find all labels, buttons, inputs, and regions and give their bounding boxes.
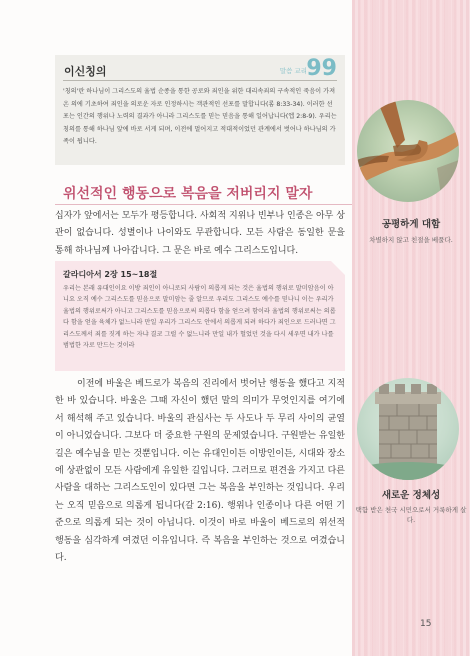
info-box-divider (63, 80, 337, 81)
doctrine-info-box (55, 55, 345, 165)
sidebar-background (352, 0, 470, 656)
info-box-body: '칭의'란 하나님이 그리스도의 율법 순종을 통한 공로와 죄인을 위한 대리속죄의 구속적인 죽음이 가져온 의에 기초하여 죄인을 의로운 자로 인정하시는 객관적인 선포를 말합니다(롬 8:33-34). 이러한 선포는 인간의 행위나 노력의 결과가 아니라 그리스도를 믿는 믿음을 통해 일어납니다(엡 2:8-9). 우리는 칭의를 통해 하나님 앞에 바로 서게 되며, 이전에 멀어지고 적대적이었던 관계에서 벗어나 하나님의 가족이 됩니다. (63, 88, 337, 146)
info-box-tag: 말씀 교리 (279, 67, 307, 75)
info-box-number: 99 (306, 56, 337, 81)
sidebar-item2-subtitle: 택함 받은 천국 시민으로서 거룩하게 살다. (355, 506, 467, 524)
scripture-body: 우리는 본래 유대인이요 이방 죄인이 아니로되 사람이 의롭게 되는 것은 율법의 행위로 말미암음이 아니요 오직 예수 그리스도를 믿음으로 말미암는 줄 알므로 우리도 그리스도 예수를 믿나니 이는 우리가 율법의 행위로써가 아니고 그리스도를 믿음으로써 의롭다 함을 얻으려 함이라 율법의 행위로써는 의롭다 함을 얻을 육체가 없느니라 만일 우리가 그리스도 안에서 의롭게 되려 하다가 죄인으로 드러나면 그리스도께서 죄를 짓게 하는 자냐 결코 그럴 수 없느니라 만일 내가 헐었던 것을 다시 세우면 내가 나를 범법한 자로 만드는 것이라 (63, 285, 336, 350)
tower-icon (357, 378, 459, 480)
sidebar-item2-title: 새로운 정체성 (381, 490, 441, 501)
paragraph-main: 이전에 바울은 베드로가 복음의 진리에서 벗어난 행동을 했다고 지적한 바 있습니다. 바울은 그때 자신이 했던 말의 의미가 무엇인지를 여기에서 해석해 주고 있습니다. 바울의 관심사는 두 사도나 두 무리 사이의 균열이 아니었습니다. 그보다 더 중요한 구원의 문제였습니다. 구원받는 유일한 길은 예수님을 믿는 것뿐입니다. 이는 유대인이든 이방인이든, 시대와 장소에 상관없이 모든 사람에게 유일한 길입니다. 그러므로 편견을 가지고 다른 사람을 대하는 그리스도인이 있다면 그는 복음을 부인하는 것입니다. 우리는 오직 믿음으로 의롭게 됩니다(갈 2:16). 행위나 인종이나 다른 어떤 기준으로 의롭게 되는 것이 아닙니다. 이것이 바로 바울이 베드로의 위선적 행동을 심각하게 여겼던 이유입니다. 즉 복음을 부인하는 것으로 여겼습니다. (55, 379, 345, 564)
page-number: 15 (420, 619, 432, 629)
scripture-box (55, 261, 345, 371)
info-box-title: 이신칭의 (64, 65, 107, 78)
sidebar-stripes (360, 0, 462, 656)
stone-tower-illustration (357, 378, 459, 480)
scripture-title: 갈라디아서 2장 15~18절 (63, 270, 158, 279)
paragraph-intro: 십자가 앞에서는 모두가 평등합니다. 사회적 지위나 빈부나 인종은 아무 상관이 없습니다. 성별이나 나이와도 무관합니다. 모든 사람은 동일한 문을 통해 하나님께 나아갑니다. 그 문은 바로 예수 그리스도입니다. (55, 211, 345, 256)
handshake-icon (357, 100, 459, 202)
section-heading: 위선적인 행동으로 복음을 저버리지 말자 (63, 186, 313, 202)
heading-divider (55, 204, 352, 205)
sidebar-item1-title: 공평하게 대함 (381, 219, 441, 230)
handshake-illustration (357, 100, 459, 202)
sidebar-item1-subtitle: 차별하지 않고 친절을 베풀다. (369, 236, 453, 244)
scripture-box-corner (331, 261, 345, 275)
